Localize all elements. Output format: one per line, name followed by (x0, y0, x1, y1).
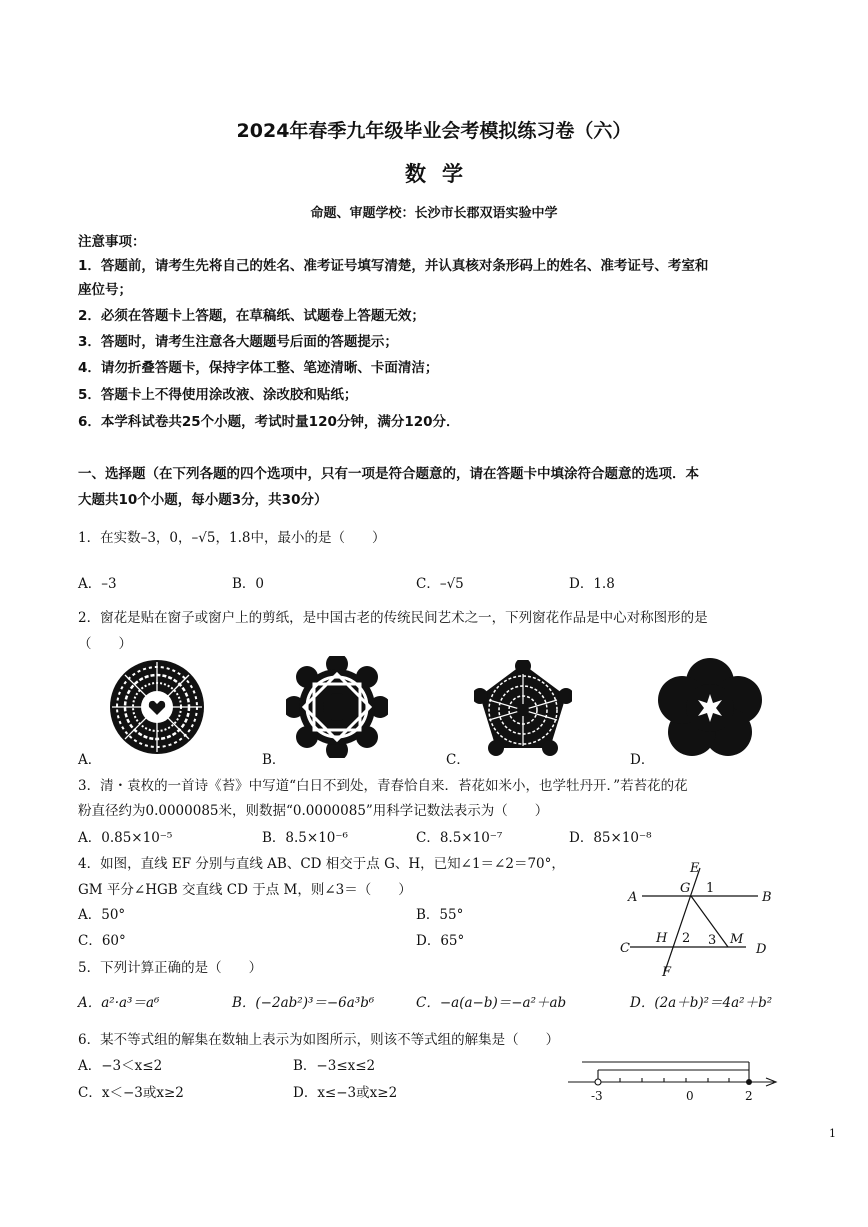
q6-number-line (564, 1058, 784, 1106)
q1-stem (78, 526, 385, 546)
label-angle-2: 2 (682, 931, 691, 946)
label-h: H (656, 931, 668, 946)
q6-option-d: D．x≤−3或x≥2 (293, 1085, 398, 1101)
q1-stem-a: 1．在实数 (78, 530, 141, 546)
q1-option-a: A．–3 (78, 576, 117, 592)
q6-stem: 6．某不等式组的解集在数轴上表示为如图所示，则该不等式组的解集是（ ） (78, 1032, 560, 1048)
q3-option-d: D．85×10⁻⁸ (569, 830, 652, 846)
subject-title: 数学 (405, 162, 479, 186)
window-flower-c-image (474, 660, 572, 756)
q5-option-c: C．−a(a−b)＝−a²＋ab (416, 995, 567, 1011)
q3-stem-line2: 粉直径约为0.0000085米，则数据“0.0000085”用科学记数法表示为（ ） (78, 803, 549, 819)
q5-option-b: B．(−2ab²)³＝−6a³b⁶ (232, 995, 375, 1011)
school-line: 命题、审题学校：长沙市长郡双语实验中学 (310, 206, 558, 221)
q2-label-c: C． (446, 752, 470, 768)
label-c: C (620, 941, 630, 956)
label-angle-3: 3 (708, 933, 717, 948)
label-e: E (690, 861, 700, 876)
q1-stem-c: –√5 (191, 530, 216, 546)
label-f: F (662, 965, 672, 978)
q4-geometry-figure (618, 856, 778, 978)
q6-option-c: C．x＜−3或x≥2 (78, 1085, 184, 1101)
tick-label-neg3: -3 (591, 1089, 603, 1103)
label-b: B (762, 890, 772, 905)
q1-option-c: C．–√5 (416, 576, 464, 592)
q5-option-a: A．a²·a³＝a⁶ (78, 995, 160, 1011)
label-m: M (730, 932, 744, 947)
q3-option-b: B．8.5×10⁻⁶ (262, 830, 348, 846)
q4-stem-line1: 4．如图，直线 EF 分别与直线 AB、CD 相交于点 G、H，已知∠1＝∠2＝70°， (78, 856, 565, 872)
tick-label-0: 0 (686, 1089, 694, 1103)
window-flower-b-image (286, 656, 388, 758)
q4-option-b: B．55° (416, 907, 464, 923)
label-d: D (756, 942, 767, 957)
window-flower-a-image (108, 658, 206, 756)
notice-item-5: 5．答题卡上不得使用涂改液、涂改胶和贴纸； (78, 387, 358, 403)
q2-stem-line2: （ ） (78, 636, 132, 652)
q4-option-c: C．60° (78, 933, 126, 949)
q2-stem-line1: 2．窗花是贴在窗子或窗户上的剪纸，是中国古老的传统民间艺术之一，下列窗花作品是中心对称图形的是 (78, 610, 708, 626)
tick-label-2: 2 (745, 1089, 753, 1103)
q1-option-d: D．1.8 (569, 576, 615, 592)
label-angle-1: 1 (706, 881, 715, 896)
notice-heading: 注意事项： (78, 234, 146, 250)
q6-option-b: B．−3≤x≤2 (293, 1058, 376, 1074)
q4-option-a: A．50° (78, 907, 126, 923)
q1-stem-d: ，1.8中，最小的是（ ） (215, 530, 386, 546)
notice-item-6: 6．本学科试卷共25个小题，考试时量120分钟，满分120分． (78, 414, 460, 430)
q2-label-b: B． (262, 752, 286, 768)
page-number: 1 (829, 1127, 836, 1140)
q6-option-a: A．−3＜x≤2 (78, 1058, 163, 1074)
q1-option-b: B．0 (232, 576, 265, 592)
q3-option-c: C．8.5×10⁻⁷ (416, 830, 503, 846)
q4-stem-line2: GM 平分∠HGB 交直线 CD 于点 M，则∠3＝（ ） (78, 882, 412, 898)
q3-stem-line1: 3．清・袁枚的一首诗《苔》中写道“白日不到处，青春恰自来．苔花如米小，也学牡丹开．”若苔花的花 (78, 778, 688, 794)
exam-title: 2024年春季九年级毕业会考模拟练习卷（六） (236, 120, 632, 142)
label-g: G (680, 881, 691, 896)
section1-line1: 一、选择题（在下列各题的四个选项中，只有一项是符合题意的，请在答题卡中填涂符合题意的选项．本 (78, 466, 699, 482)
notice-item-3: 3．答题时，请考生注意各大题题号后面的答题提示； (78, 334, 398, 350)
window-flower-d-image (658, 656, 762, 756)
q5-option-d: D．(2a＋b)²＝4a²＋b² (630, 995, 773, 1011)
label-a: A (628, 890, 638, 905)
q2-label-d: D． (630, 752, 655, 768)
q3-option-a: A．0.85×10⁻⁵ (78, 830, 173, 846)
q2-label-a: A． (78, 752, 102, 768)
q5-stem: 5．下列计算正确的是（ ） (78, 960, 263, 976)
notice-item-1-cont: 座位号； (78, 282, 132, 298)
notice-item-2: 2．必须在答题卡上答题，在草稿纸、试题卷上答题无效； (78, 308, 425, 324)
q1-stem-b: –3，0， (140, 530, 192, 546)
section1-line2: 大题共10个小题，每小题3分，共30分） (78, 492, 328, 508)
q4-option-d: D．65° (416, 933, 465, 949)
notice-item-4: 4．请勿折叠答题卡，保持字体工整、笔迹清晰、卡面清洁； (78, 360, 439, 376)
notice-item-1: 1．答题前，请考生先将自己的姓名、准考证号填写清楚，并认真核对条形码上的姓名、准考证号、考室和 (78, 258, 709, 274)
